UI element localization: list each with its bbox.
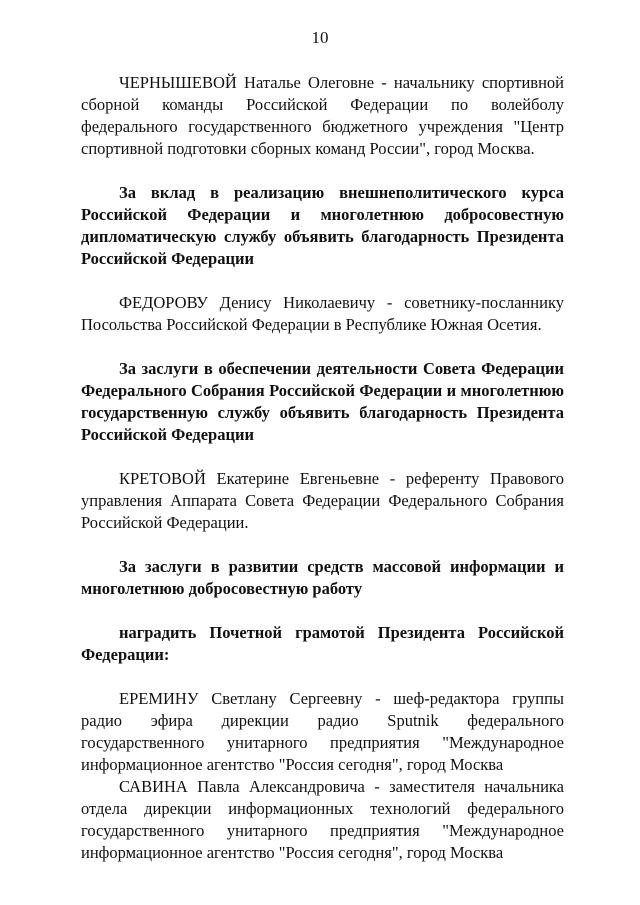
gratitude-heading-foreign-policy: За вклад в реализацию внешнеполитического курса Российской Федерации и многолетнюю добросовестную дипломатическую службу объявить благодарность Президента Российской Федерации (81, 183, 564, 268)
award-paragraph-kretova: КРЕТОВОЙ Екатерине Евгеньевне - референту Правового управления Аппарата Совета Федерации Федерального Собрания Российской Федерации. (81, 469, 564, 532)
award-paragraph-eremina: ЕРЕМИНУ Светлану Сергеевну - шеф-редактора группы радио эфира дирекции радио Sputnik федерального государственного унитарного предприятия "Международное информационное агентство "Россия сегодня", город Москва (81, 689, 564, 774)
document-body (81, 72, 564, 864)
gratitude-heading-federation-council: За заслуги в обеспечении деятельности Совета Федерации Федерального Собрания Российской Федерации и многолетнюю государственную службу объявить благодарность Президента Российской Федерации (81, 359, 564, 444)
page-number: 10 (311, 28, 329, 47)
award-paragraph-chernysheva: ЧЕРНЫШЕВОЙ Наталье Олеговне - начальнику спортивной сборной команды Российской Федерации по волейболу федерального государственного бюджетного учреждения "Центр спортивной подготовки сборных команд России", город Москва. (81, 73, 564, 158)
award-paragraph-fedorov: ФЕДОРОВУ Денису Николаевичу - советнику-посланнику Посольства Российской Федерации в Республике Южная Осетия. (81, 293, 564, 334)
merit-heading-mass-media: За заслуги в развитии средств массовой информации и многолетнюю добросовестную работу (81, 557, 564, 598)
award-paragraph-savin: САВИНА Павла Александровича - заместителя начальника отдела дирекции информационных технологий федерального государственного унитарного предприятия "Международное информационное агентство "Россия сегодня", город Москва (81, 777, 564, 862)
diploma-heading: наградить Почетной грамотой Президента Российской Федерации: (81, 623, 564, 664)
